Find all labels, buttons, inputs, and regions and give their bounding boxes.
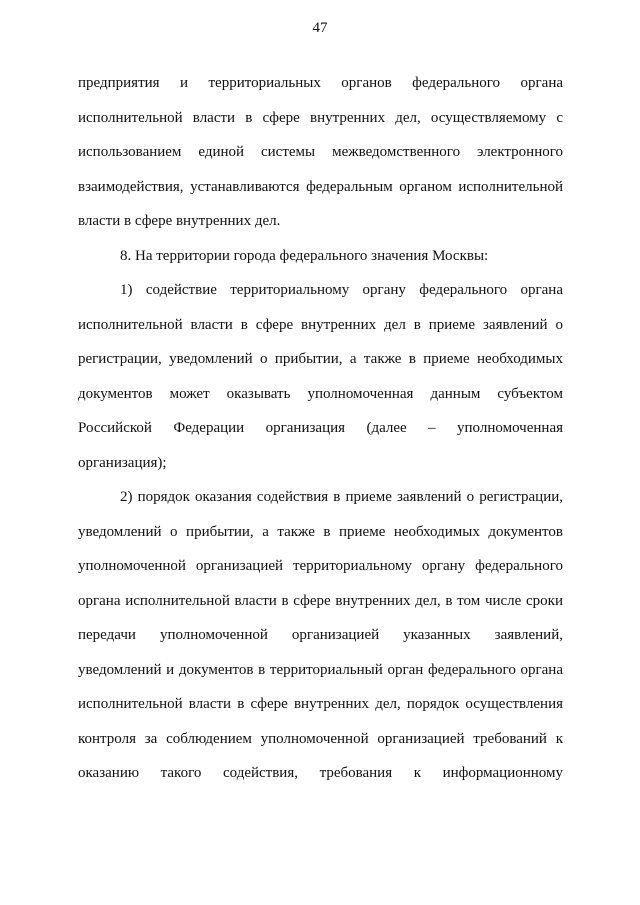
paragraph-item-1: 1) содействие территориальному органу федерального органа исполнительной власти в сфере внутренних дел в приеме заявлений о регистрации, уведомлений о прибытии, а также в приеме необходимых документов может оказывать уполномоченная данным субъектом Российской Федерации организация (далее – уполномоченная организация); xyxy=(78,282,563,471)
document-body xyxy=(78,66,563,791)
page-number: 47 xyxy=(312,20,328,36)
paragraph-item-2: 2) порядок оказания содействия в приеме заявлений о регистрации, уведомлений о прибытии, а также в приеме необходимых документов уполномоченной организацией территориальному органу федерального органа исполнительной власти в сфере внутренних дел, в том числе сроки передачи уполномоченной организацией указанных заявлений, уведомлений и документов в территориальный орган федерального органа исполнительной власти в сфере внутренних дел, порядок осуществления контроля за соблюдением уполномоченной организацией требований к оказанию такого содействия, требования к информационному xyxy=(78,489,563,781)
paragraph-continuation: предприятия и территориальных органов федерального органа исполнительной власти в сфере внутренних дел, осуществляемому с использованием единой системы межведомственного электронного взаимодействия, устанавливаются федеральным органом исполнительной власти в сфере внутренних дел. xyxy=(78,75,563,229)
paragraph-section-8: 8. На территории города федерального значения Москвы: xyxy=(120,247,489,264)
